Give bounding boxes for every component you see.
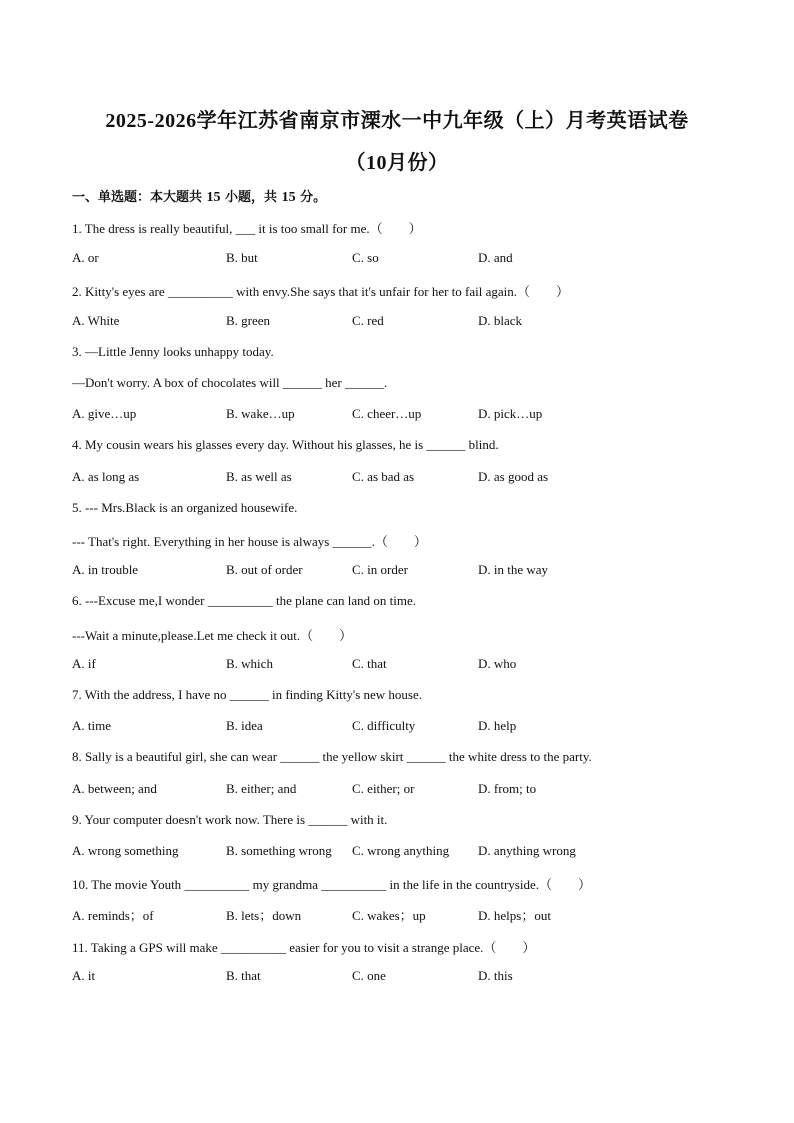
exam-title-subtitle: （10月份） [345, 152, 449, 174]
question-3-stem: 3. —Little Jenny looks unhappy today. [72, 344, 274, 359]
question-11-options [72, 968, 732, 986]
question-6-stem: 6. ---Excuse me,I wonder __________ the plane can land on time. [72, 593, 417, 608]
option-a[interactable]: A. or [72, 250, 99, 265]
question-4-stem: 4. My cousin wears his glasses every day. Without his glasses, he is ______ blind. [72, 437, 499, 452]
option-d[interactable]: D. in the way [478, 562, 549, 577]
question-4-options [72, 469, 732, 487]
option-b[interactable]: B. lets；down [226, 908, 302, 923]
option-d[interactable]: D. from; to [478, 781, 537, 796]
option-d[interactable]: D. and [478, 250, 513, 265]
option-b[interactable]: B. that [226, 968, 261, 983]
option-c[interactable]: C. wrong anything [352, 843, 450, 858]
option-d[interactable]: D. as good as [478, 469, 549, 484]
question-9-options [72, 843, 732, 861]
option-a[interactable]: A. between; and [72, 781, 157, 796]
option-a[interactable]: A. wrong something [72, 843, 179, 858]
question-3-stem-line-2: —Don't worry. A box of chocolates will ______ her ______. [72, 375, 388, 390]
option-d[interactable]: D. help [478, 718, 517, 733]
option-c[interactable]: C. red [352, 313, 384, 328]
option-a[interactable]: A. if [72, 656, 96, 671]
question-7-options [72, 718, 732, 736]
option-d[interactable]: D. helps；out [478, 908, 551, 923]
option-b[interactable]: B. but [226, 250, 258, 265]
option-c[interactable]: C. as bad as [352, 469, 415, 484]
option-a[interactable]: A. it [72, 968, 96, 983]
option-a[interactable]: A. in trouble [72, 562, 139, 577]
option-b[interactable]: B. idea [226, 718, 263, 733]
option-a[interactable]: A. give…up [72, 406, 137, 421]
question-10-options [72, 905, 732, 923]
option-c[interactable]: C. either; or [352, 781, 415, 796]
question-2-stem: 2. Kitty's eyes are __________ with envy.She says that it's unfair for her to fail again.（ ） [72, 284, 570, 299]
option-d[interactable]: D. who [478, 656, 517, 671]
option-c[interactable]: C. in order [352, 562, 408, 577]
option-d[interactable]: D. black [478, 313, 523, 328]
option-c[interactable]: C. so [352, 250, 379, 265]
option-c[interactable]: C. one [352, 968, 386, 983]
question-7-stem: 7. With the address, I have no ______ in finding Kitty's new house. [72, 687, 423, 702]
option-b[interactable]: B. wake…up [226, 406, 295, 421]
question-1-stem: 1. The dress is really beautiful, ___ it is too small for me.（ ） [72, 221, 422, 236]
option-b[interactable]: B. green [226, 313, 271, 328]
section-heading: 一、单选题：本大题共 15 小题，共 15 分。 [72, 190, 327, 205]
option-c[interactable]: C. cheer…up [352, 406, 422, 421]
option-d[interactable]: D. pick…up [478, 406, 543, 421]
question-2-options [72, 313, 732, 331]
option-c[interactable]: C. wakes；up [352, 908, 426, 923]
option-a[interactable]: A. reminds；of [72, 908, 154, 923]
question-11-stem: 11. Taking a GPS will make __________ easier for you to visit a strange place.（ ） [72, 940, 536, 955]
question-5-options [72, 562, 732, 580]
option-b[interactable]: B. which [226, 656, 273, 671]
question-3-options [72, 406, 732, 424]
exam-title: 2025-2026学年江苏省南京市溧水一中九年级（上）月考英语试卷 [105, 110, 689, 132]
question-8-stem: 8. Sally is a beautiful girl, she can wear ______ the yellow skirt ______ the white dress to the party. [72, 749, 592, 764]
question-1-options [72, 250, 732, 268]
option-d[interactable]: D. anything wrong [478, 843, 576, 858]
option-b[interactable]: B. out of order [226, 562, 303, 577]
question-6-options [72, 656, 732, 674]
option-b[interactable]: B. as well as [226, 469, 292, 484]
option-a[interactable]: A. White [72, 313, 120, 328]
option-b[interactable]: B. something wrong [226, 843, 332, 858]
question-5-stem-line-2: --- That's right. Everything in her house is always ______.（ ） [72, 534, 427, 549]
question-8-options [72, 781, 732, 799]
option-b[interactable]: B. either; and [226, 781, 297, 796]
question-6-stem-line-2: ---Wait a minute,please.Let me check it out.（ ） [72, 628, 353, 643]
option-a[interactable]: A. as long as [72, 469, 140, 484]
question-9-stem: 9. Your computer doesn't work now. There is ______ with it. [72, 812, 388, 827]
question-10-stem: 10. The movie Youth __________ my grandma __________ in the life in the countryside.（ ） [72, 877, 591, 892]
option-d[interactable]: D. this [478, 968, 513, 983]
option-a[interactable]: A. time [72, 718, 111, 733]
option-c[interactable]: C. that [352, 656, 387, 671]
question-5-stem: 5. --- Mrs.Black is an organized housewife. [72, 500, 298, 515]
option-c[interactable]: C. difficulty [352, 718, 416, 733]
